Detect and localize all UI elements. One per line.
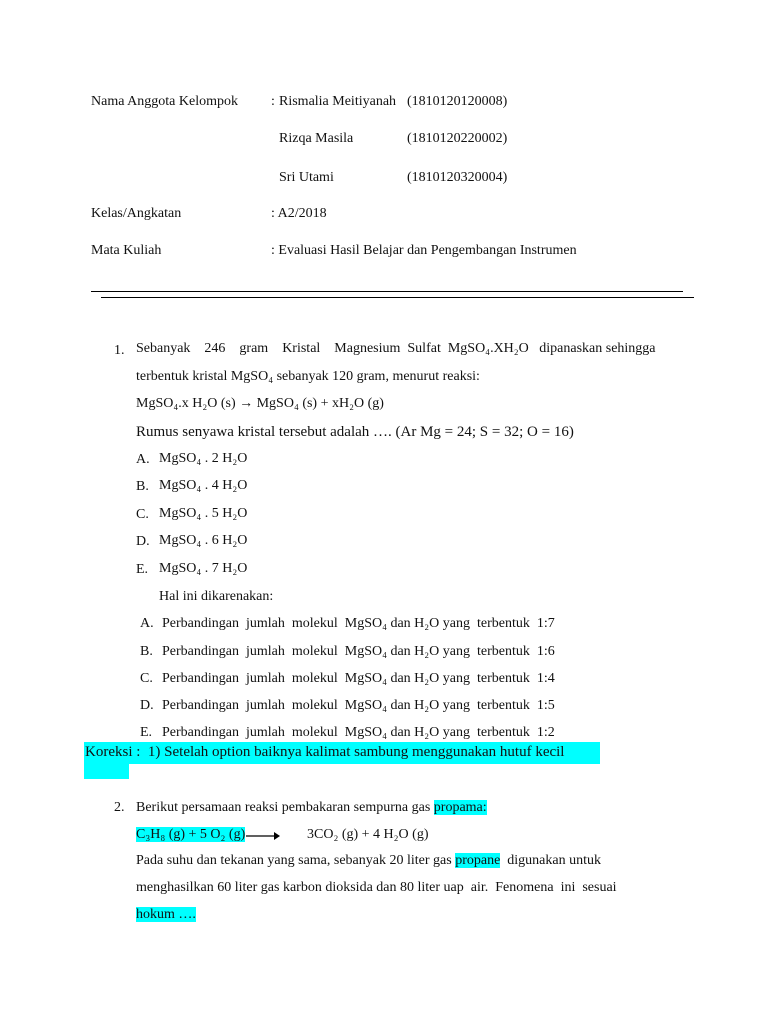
q1-reason-letter-e: E. [140,725,153,740]
q1-reason-letter-d: D. [140,698,154,713]
member-name-1: Rismalia Meitiyanah [279,94,397,109]
q1-reason-letter-a: A. [140,616,154,631]
q1-reason-a: Perbandingan jumlah molekul MgSO₄ dan H₂O yang terbentuk 1:7 [162,616,555,631]
q1-option-e: MgSO₄ . 7 H₂O [159,561,248,576]
course-value: : Evaluasi Hasil Belajar dan Pengembangan Instrumen [271,243,577,258]
reaction-arrow-icon [246,829,280,843]
q2-line1 [136,800,487,816]
member-name-2: Rizqa Masila [279,131,354,146]
q2-highlight-propane: propane [455,853,501,868]
correction-note: Koreksi : 1) Setelah option baiknya kalimat sambung menggunakan hutuf kecil [85,744,565,760]
q1-option-letter-c: C. [136,507,149,522]
header-rule-top [91,291,683,292]
q1-option-letter-a: A. [136,452,150,467]
q1-reason-d: Perbandingan jumlah molekul MgSO₄ dan H₂O yang terbentuk 1:5 [162,698,555,713]
member-id-3: (1810120320004) [407,170,508,185]
q1-reaction: MgSO₄.x H₂O (s) → MgSO₄ (s) + xH₂O (g) [136,396,384,411]
q2-number: 2. [114,800,125,815]
q2-highlight-propama: propama: [433,800,487,815]
q1-option-letter-b: B. [136,479,149,494]
class-label: Kelas/Angkatan [91,206,182,221]
q2-line3 [136,853,601,869]
q1-option-d: MgSO₄ . 6 H₂O [159,533,248,548]
q1-text-line2: terbentuk kristal MgSO₄ sebanyak 120 gram, menurut reaksi: [136,369,480,384]
q2-line3-tail: digunakan untuk [500,853,601,868]
member-label: Nama Anggota Kelompok [91,94,238,109]
q1-reason-e: Perbandingan jumlah molekul MgSO₄ dan H₂O yang terbentuk 1:2 [162,725,555,740]
q1-reason-letter-c: C. [140,671,153,686]
q2-reaction [136,827,245,843]
q2-line5 [136,907,196,923]
class-value: : A2/2018 [271,206,327,221]
q2-reaction-reactants: C₃H₈ (g) + 5 O₂ (g) [136,827,246,842]
q1-reason-intro: Hal ini dikarenakan: [159,589,274,604]
q1-option-b: MgSO₄ . 4 H₂O [159,478,248,493]
member-colon: : [271,94,275,109]
q2-reaction-products: 3CO₂ (g) + 4 H₂O (g) [307,827,429,842]
member-name-3: Sri Utami [279,170,334,185]
q1-reason-letter-b: B. [140,644,153,659]
q2-line1-text: Berikut persamaan reaksi pembakaran sempurna gas [136,800,434,815]
q2-line4: menghasilkan 60 liter gas karbon dioksida dan 80 liter uap air. Fenomena ini sesuai [136,880,617,895]
member-id-2: (1810120220002) [407,131,508,146]
q2-line3-text: Pada suhu dan tekanan yang sama, sebanyak 20 liter gas [136,853,456,868]
course-label: Mata Kuliah [91,243,162,258]
q1-reason-c: Perbandingan jumlah molekul MgSO₄ dan H₂O yang terbentuk 1:4 [162,671,555,686]
q1-text-line1: Sebanyak 246 gram Kristal Magnesium Sulfat MgSO₄.XH₂O dipanaskan sehingga [136,341,656,356]
correction-highlight-tail [84,764,129,779]
header-rule-bottom [101,297,694,298]
q1-question: Rumus senyawa kristal tersebut adalah …. (Ar Mg = 24; S = 32; O = 16) [136,424,574,440]
q2-highlight-hokum: hokum …. [136,907,196,922]
q1-number: 1. [114,343,125,358]
q1-option-letter-e: E. [136,562,149,577]
q1-option-a: MgSO₄ . 2 H₂O [159,451,248,466]
member-id-1: (1810120120008) [407,94,508,109]
q1-option-c: MgSO₄ . 5 H₂O [159,506,248,521]
q1-reason-b: Perbandingan jumlah molekul MgSO₄ dan H₂O yang terbentuk 1:6 [162,644,555,659]
q1-option-letter-d: D. [136,534,150,549]
